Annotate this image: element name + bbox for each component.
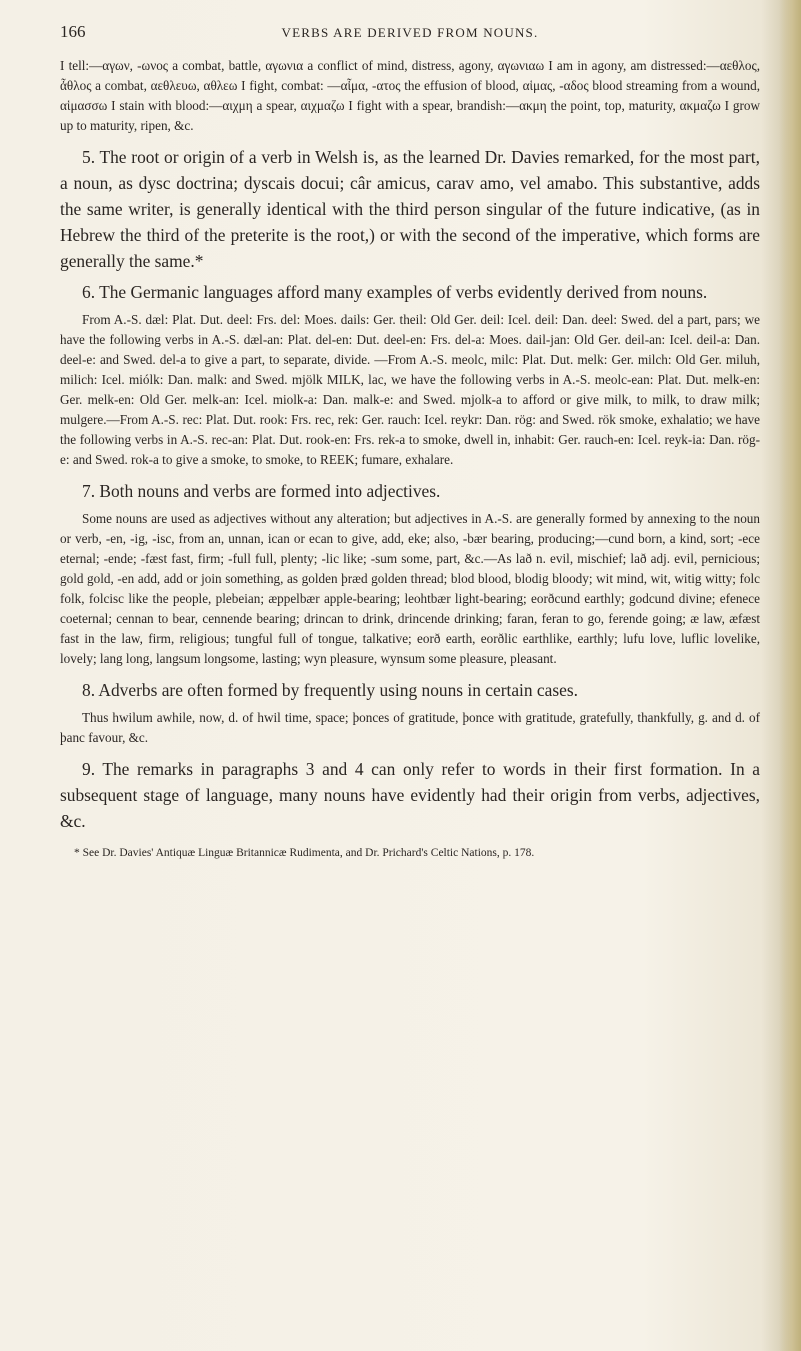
- paragraph-7: 7. Both nouns and verbs are formed into adjectives.: [82, 481, 441, 501]
- paragraph-8: 8. Adverbs are often formed by frequently using nouns in certain cases.: [82, 680, 578, 700]
- intro-paragraph: I tell:—αγων, -ωνος a combat, battle, αγωνια a conflict of mind, distress, agony, αγωνιαω I am in agony, am distressed:—αεθλος, ἆθλος a combat, αεθλευω, αθλεω I fight, combat: —αἷμα, -ατος the effusion of blood, αἱμας, -αδος blood streaming from a wound, αἱμασσω I stain with blood:—αιχμη a spear, αιχμαζω I fight with a spear, brandish:—ακμη the point, top, maturity, ακμαζω I grow up to maturity, ripen, &c.: [60, 58, 760, 133]
- paragraph-5: 5. The root or origin of a verb in Welsh is, as the learned Dr. Davies remarked, for the most part, a noun, as dysc doctrina; dyscais docui; câr amicus, carav amo, vel amabo. This substantive, adds the same writer, is generally identical with the third person singular of the future indicative, (as in Hebrew the third of the preterite is the root,) or with the second of the imperative, which forms are generally the same.*: [60, 147, 760, 271]
- paragraph-7-body: Some nouns are used as adjectives without any alteration; but adjectives in A.-S. are generally formed by annexing to the noun or verb, -en, -ig, -isc, from an, unnan, ican or ecan to give, add, eke; also, -bær bearing, producing;—cund born, a kind, sort; -ece eternal; -ende; -fæst fast, firm; -full full, plenty; -lic like; -sum some, part, &c.—As lað n. evil, mischief; lað adj. evil, pernicious; gold gold, -en add, add or join something, as golden þræd golden thread; blod blood, blodig bloody; wit mind, wit, witig witty; folc folk, folcisc like the people, plebeian; æppelbær apple-bearing; leohtbær light-bearing; eorðcund earthly; godcund divine; efenece coeternal; cennan to bear, cennende bearing; drincan to drink, drincende drinking; faran, feran to go, ferende going; æ law, æfæst fast in the law, firm, religious; tungful full of tongue, talkative; eorð earth, eorðlic earthlike, earthly; lufu love, luflic lovelike, lovely; lang long, langsum longsome, lasting; wyn pleasure, wynsum some pleasure, pleasant.: [60, 511, 760, 666]
- footnote: * See Dr. Davies' Antiquæ Linguæ Britannicæ Rudimenta, and Dr. Prichard's Celtic Nations, p. 178.: [74, 847, 535, 859]
- page-number: 166: [60, 22, 86, 41]
- page-header: [60, 22, 760, 56]
- paragraph-6: 6. The Germanic languages afford many examples of verbs evidently derived from nouns.: [82, 282, 708, 302]
- page-edge-shadow: [779, 0, 801, 1351]
- paragraph-8-body: Thus hwilum awhile, now, d. of hwil time, space; þonces of gratitude, þonce with gratitude, gratefully, thankfully, g. and d. of þanc favour, &c.: [60, 710, 760, 745]
- page-content: [60, 22, 760, 861]
- paragraph-6-examples: From A.-S. dæl: Plat. Dut. deel: Frs. del: Moes. dails: Ger. theil: Old Ger. deil: Icel. deil: Dan. deel: Swed. del a part, pars; we have the following verbs in A.-S. dæl-an: Plat. del-en: Dut. deel-en: Frs. del-a: Moes. dail-jan: Old Ger. deil-an: Icel. deil-a: Dan. deel-e: and Swed. del-a to give a part, to separate, divide. —From A.-S. meolc, milc: Plat. Dut. melk: Ger. milch: Old Ger. miluh, milich: Icel. miólk: Dan. malk: and Swed. mjölk MILK, lac, we have the following verbs in A.-S. meolc-ean: Plat. Dut. melk-en: Ger. melk-en: Old Ger. melk-an: Icel. miolk-a: Dan. malk-e: and Swed. mjolk-a to afford or give milk, to milk, to draw milk; mulgere.—From A.-S. rec: Plat. Dut. rook: Frs. rec, rek: Ger. rauch: Icel. reykr: Dan. rög: and Swed. rök smoke, exhalatio; we have the following verbs in A.-S. rec-an: Plat. Dut. rook-en: Frs. rek-a to smoke, dwell in, inhabit: Ger. rauch-en: Icel. reyk-ia: Dan. rög-e: and Swed. rok-a to give a smoke, to smoke, to REEK; fumare, exhalare.: [60, 312, 760, 467]
- paragraph-9: 9. The remarks in paragraphs 3 and 4 can only refer to words in their first formation. In a subsequent stage of language, many nouns have evidently had their origin from verbs, adjectives, &c.: [60, 759, 760, 831]
- running-title: VERBS ARE DERIVED FROM NOUNS.: [281, 25, 539, 40]
